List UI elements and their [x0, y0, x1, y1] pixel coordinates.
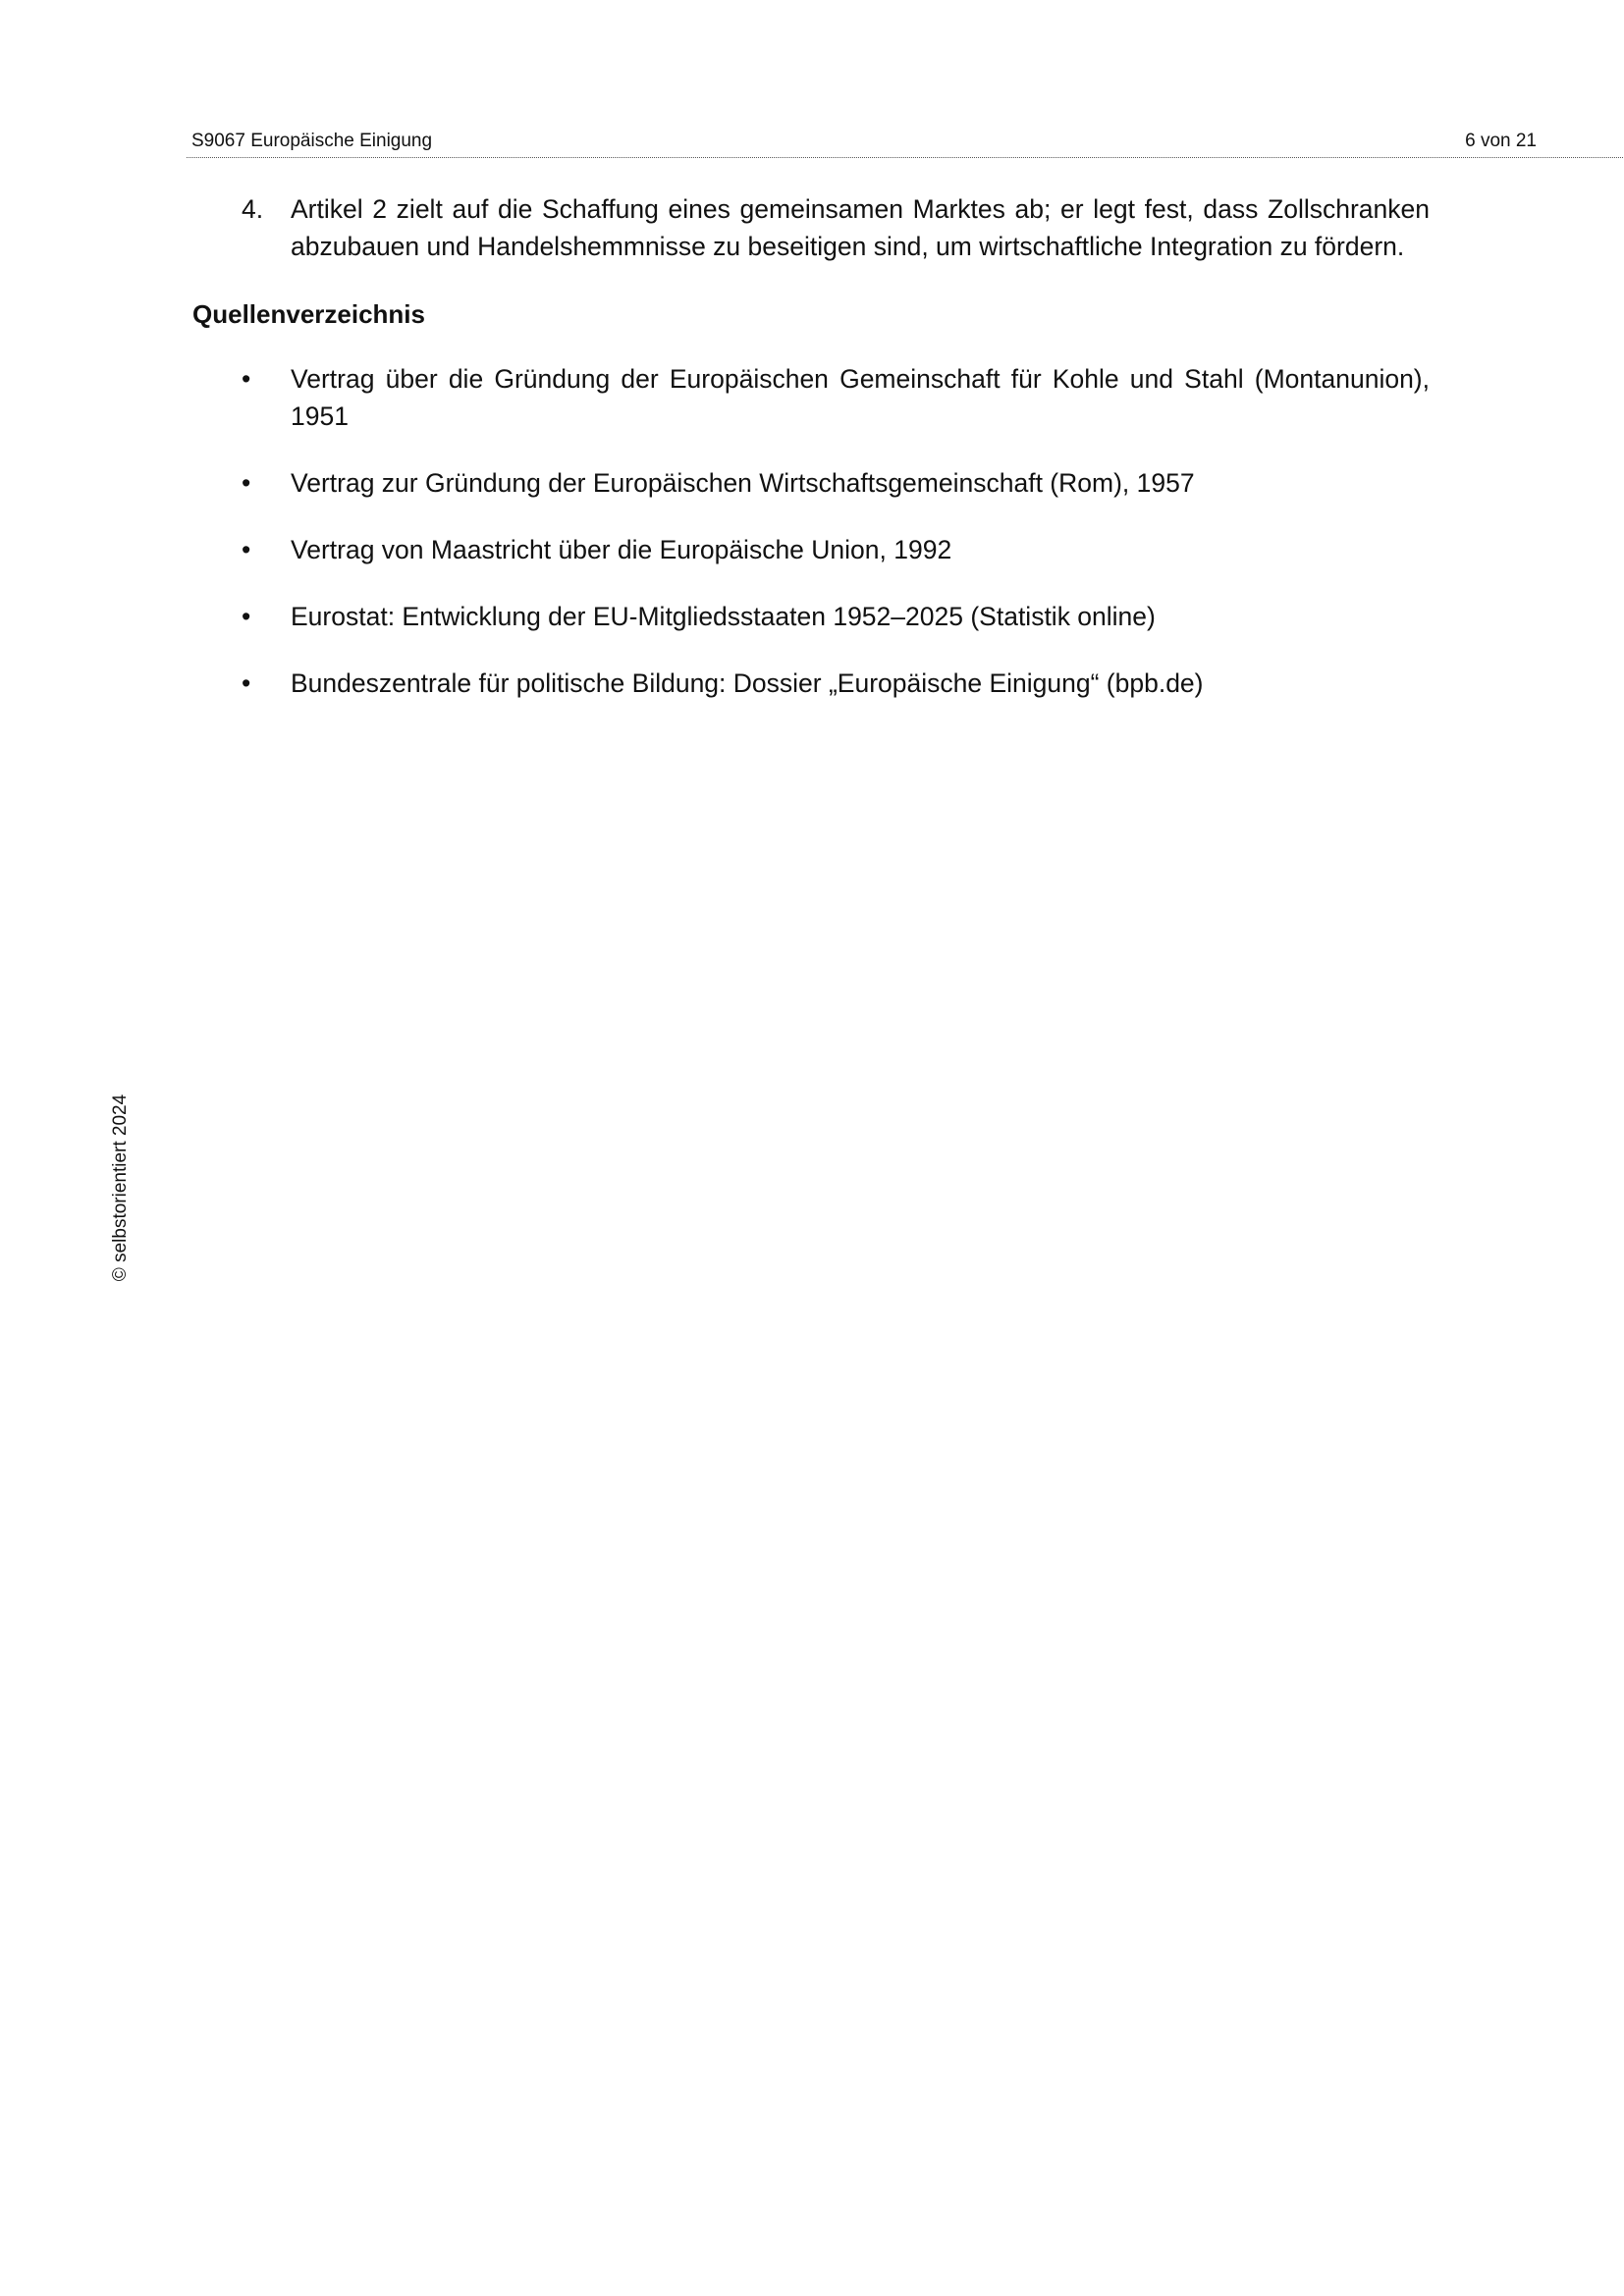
bullet-icon: • [242, 364, 251, 394]
source-text: Vertrag zur Gründung der Europäischen Wirtschaftsgemeinschaft (Rom), 1957 [291, 468, 1195, 498]
item-text: Artikel 2 zielt auf die Schaffung eines gemeinsamen Marktes ab; er legt fest, dass Zollschranken abzubauen und Handelshemmnisse zu beseitigen sind, um wirtschaftliche Integration zu fördern. [291, 194, 1430, 261]
page-number: 6 von 21 [1465, 131, 1537, 151]
list-item [242, 598, 1430, 635]
source-text: Vertrag von Maastricht über die Europäische Union, 1992 [291, 535, 952, 564]
page-header [191, 128, 1537, 155]
copyright-notice: © selbstorientiert 2024 [110, 1094, 131, 1282]
list-item [242, 360, 1430, 435]
source-text: Bundeszentrale für politische Bildung: Dossier „Europäische Einigung“ (bpb.de) [291, 668, 1204, 698]
bullet-icon: • [242, 535, 251, 564]
bullet-icon: • [242, 602, 251, 631]
list-item [242, 665, 1430, 702]
bullet-icon: • [242, 668, 251, 698]
document-title: S9067 Europäische Einigung [191, 131, 433, 151]
list-item [242, 531, 1430, 568]
sources-list [242, 360, 1430, 731]
source-text: Eurostat: Entwicklung der EU-Mitgliedsstaaten 1952–2025 (Statistik online) [291, 602, 1156, 631]
source-text: Vertrag über die Gründung der Europäischen Gemeinschaft für Kohle und Stahl (Montanunion), 1951 [291, 364, 1430, 431]
list-item [242, 464, 1430, 502]
item-number: 4. [242, 194, 264, 224]
header-divider [187, 157, 1624, 158]
bullet-icon: • [242, 468, 251, 498]
sources-heading: Quellenverzeichnis [192, 299, 425, 329]
numbered-item-4 [242, 190, 1430, 265]
